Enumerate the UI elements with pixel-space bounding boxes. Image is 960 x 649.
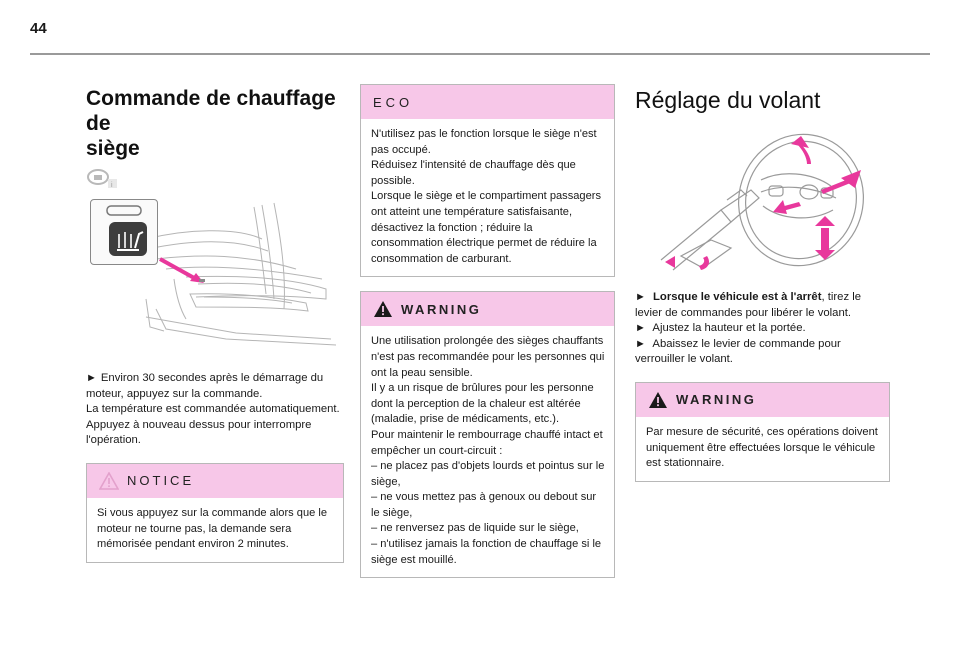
step-2: La température est commandée automatiquement.	[86, 403, 340, 416]
section-title-steering: Réglage du volant	[635, 87, 821, 113]
warning-heading: WARNING	[401, 301, 482, 317]
steering-steps	[635, 290, 890, 368]
svg-text:i: i	[111, 182, 113, 189]
eco-text	[361, 119, 614, 276]
eco-line-3: Lorsque le siège et le compartiment passagers ont atteint une température satisfaisante, désactivez la fonction ; réduire la consommation électrique permet de réduire la consommation de carburant.	[371, 190, 602, 265]
seat-heating-steps	[86, 371, 344, 449]
steering-step-2	[635, 321, 890, 337]
notice-triangle-icon	[99, 472, 119, 490]
step-1-rest: , tirez le levier de commandes pour libérer le volant.	[635, 291, 862, 319]
notice-text: Si vous appuyez sur la commande alors que le moteur ne tourne pas, la demande sera mémorisée pendant environ 2 minutes.	[97, 506, 328, 551]
warning-line-3: Pour maintenir le rembourrage chauffé intact et empêcher un court-circuit :	[371, 428, 603, 457]
step-3-text: Abaissez le levier de commande pour verrouiller le volant.	[635, 337, 841, 366]
bullet-arrow-icon: ►	[635, 322, 646, 335]
warning-line-1: Une utilisation prolongée des sièges chauffants n'est pas recommandée pour les personnes qui ont la peau sensible.	[371, 335, 605, 379]
steering-wheel-icon	[86, 167, 344, 189]
eco-heading: ECO	[373, 94, 414, 110]
column-steering-wheel	[635, 70, 890, 482]
warning-line-6: – ne renversez pas de liquide sur le siège,	[371, 522, 579, 535]
notice-box	[86, 463, 344, 563]
step-2-text: Ajustez la hauteur et la portée.	[652, 322, 806, 335]
step-3: Appuyez à nouveau dessus pour interrompre l'opération.	[86, 418, 312, 447]
warning-triangle-icon	[373, 300, 393, 318]
bullet-arrow-icon: ►	[635, 337, 646, 350]
warning-header	[361, 292, 614, 326]
page-number: 44	[30, 20, 47, 37]
header-rule	[30, 53, 930, 55]
notice-header	[87, 464, 343, 498]
warning-text-steering: Par mesure de sécurité, ces opérations doivent uniquement être effectuées lorsque le véhicule est stationnaire.	[646, 425, 878, 470]
bullet-arrow-icon: ►	[86, 372, 97, 384]
column-eco-warning	[360, 84, 615, 578]
steering-step-1	[635, 290, 890, 321]
bullet-arrow-icon: ►	[635, 291, 646, 303]
warning-line-2: Il y a un risque de brûlures pour les personne dont la perception de la chaleur est altérée (maladie, prise de médicaments, etc.).	[371, 382, 594, 426]
steering-wheel-illustration	[651, 130, 871, 280]
eco-header	[361, 85, 614, 119]
seat-heater-button-icon	[90, 199, 158, 265]
column-seat-heating	[86, 70, 344, 563]
warning-text	[361, 326, 614, 577]
warning-heading-steering: WARNING	[676, 392, 757, 408]
steering-step-3	[635, 337, 890, 368]
eco-line-2: Réduisez l'intensité de chauffage dès que possible.	[371, 159, 576, 187]
step-1-text: Environ 30 secondes après le démarrage du moteur, appuyez sur la commande.	[86, 372, 324, 400]
section-title-seat-heating	[86, 86, 344, 161]
step-1-bold: Lorsque le véhicule est à l'arrêt	[653, 291, 822, 303]
seat-heater-illustration	[86, 199, 344, 349]
notice-heading: NOTICE	[127, 473, 195, 489]
warning-box-seat	[360, 291, 615, 578]
warning-triangle-icon	[648, 391, 668, 409]
title-line-1: Commande de chauffage de	[86, 87, 336, 135]
title-line-2: siège	[86, 137, 140, 160]
warning-line-5: – ne vous mettez pas à genoux ou debout sur le siège,	[371, 491, 597, 519]
eco-line-1: N'utilisez pas le fonction lorsque le siège n'est pas occupé.	[371, 128, 597, 156]
warning-box-steering	[635, 382, 890, 482]
warning-line-7: – n'utilisez jamais la fonction de chauffage si le siège est mouillé.	[371, 538, 602, 566]
step-1	[86, 371, 344, 402]
eco-box	[360, 84, 615, 277]
warning-line-4: – ne placez pas d'objets lourds et pointus sur le siège,	[371, 460, 605, 488]
warning-header-steering	[636, 383, 889, 417]
